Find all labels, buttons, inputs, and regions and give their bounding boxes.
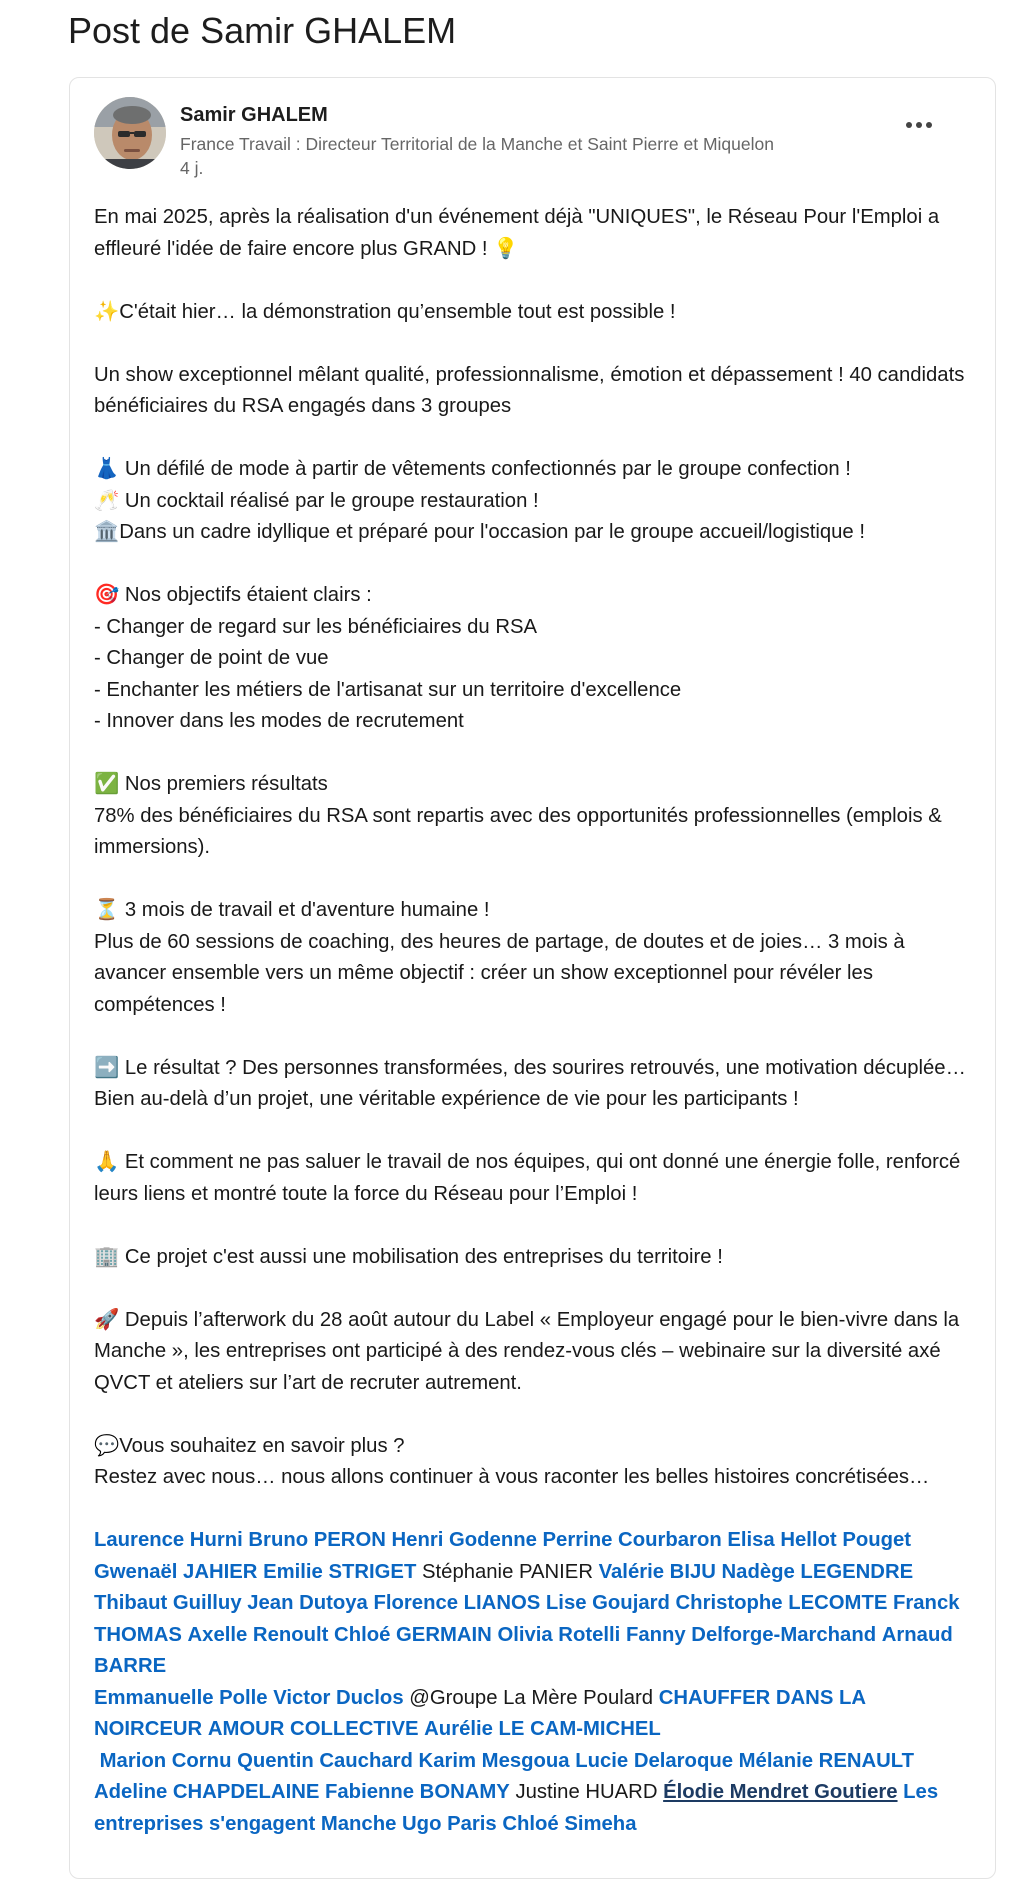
mention-link[interactable]: Quentin Cauchard <box>237 1749 413 1772</box>
mention-link[interactable]: Victor Duclos <box>273 1686 404 1709</box>
mention-link[interactable]: Valérie BIJU <box>598 1560 716 1583</box>
mention-link[interactable]: Elisa Hellot Pouget <box>727 1529 912 1551</box>
mention-link[interactable]: Chloé GERMAIN <box>334 1623 492 1646</box>
mentions-block <box>94 1525 974 1840</box>
avatar[interactable] <box>94 97 166 169</box>
mention-link[interactable]: Fabienne BONAMY <box>325 1781 510 1803</box>
post-paragraph: ✅ Nos premiers résultats 78% des bénéficiaires du RSA sont repartis avec des opportunités professionnelles (emplois & immersions). <box>94 773 942 858</box>
mention-link[interactable]: CHAUFFER DANS LA NOIRCEUR <box>94 1686 866 1740</box>
post-paragraph: ✨C'était hier… la démonstration qu’ensemble tout est possible ! <box>94 300 676 323</box>
mention-link[interactable]: Aurélie LE CAM-MICHEL <box>424 1718 661 1740</box>
mention-link[interactable]: Bruno PERON <box>248 1529 386 1551</box>
mention-link[interactable]: Adeline CHAPDELAINE <box>94 1781 320 1803</box>
mention-link[interactable]: Thibaut Guilluy <box>94 1592 242 1614</box>
post-paragraph: ⏳ 3 mois de travail et d'aventure humaine ! Plus de 60 sessions de coaching, des heures de partage, de doutes et de joies… 3 mois à avancer ensemble vers un même objectif : créer un show exceptionnel pour révéler les compétences ! <box>94 899 905 1016</box>
mention-link[interactable]: Emilie STRIGET <box>263 1560 417 1583</box>
mention-link[interactable]: Karim Mesgoua <box>418 1749 570 1772</box>
post-paragraph: 🙏 Et comment ne pas saluer le travail de nos équipes, qui ont donné une énergie folle, renforcé leurs liens et montré toute la force du Réseau pour l’Emploi ! <box>94 1151 961 1205</box>
mention-plain: @Groupe La Mère Poulard <box>409 1686 654 1709</box>
mention-link[interactable]: Jean Dutoya <box>247 1592 368 1614</box>
post-body <box>94 202 974 1840</box>
mention-plain: Justine HUARD <box>515 1781 658 1803</box>
post-paragraph: Un show exceptionnel mêlant qualité, professionnalisme, émotion et dépassement ! 40 candidats bénéficiaires du RSA engagés dans 3 groupes <box>94 363 965 417</box>
post-paragraph: 🎯 Nos objectifs étaient clairs : - Changer de regard sur les bénéficiaires du RSA - Changer de point de vue - Enchanter les métiers de l'artisanat sur un territoire d'excellence - Innover dans les modes de recrutement <box>94 584 682 732</box>
avatar-photo-icon <box>94 97 166 169</box>
mention-link[interactable]: Franck THOMAS <box>94 1592 960 1646</box>
mention-link[interactable]: Emmanuelle Polle <box>94 1686 268 1709</box>
post-timestamp: 4 j. <box>180 158 204 178</box>
mention-link[interactable]: Mélanie RENAULT <box>738 1749 915 1772</box>
mention-link[interactable]: Nadège LEGENDRE <box>721 1560 914 1583</box>
page-title: Post de Samir GHALEM <box>68 10 457 51</box>
post-card <box>69 77 996 1879</box>
mention-plain: Stéphanie PANIER <box>422 1560 593 1583</box>
mention-link[interactable]: Lise Goujard <box>545 1592 670 1614</box>
mention-link[interactable]: Florence LIANOS <box>373 1592 541 1614</box>
mention-link[interactable]: Chloé Simeha <box>502 1812 637 1835</box>
mention-link[interactable]: Lucie Delaroque <box>575 1749 734 1772</box>
post-paragraph: En mai 2025, après la réalisation d'un événement déjà "UNIQUES", le Réseau Pour l'Emploi a effleuré l'idée de faire encore plus GRAND ! 💡 <box>94 206 940 260</box>
author-headline: France Travail : Directeur Territorial de la Manche et Saint Pierre et Miquelon <box>180 134 774 154</box>
post-paragraph: 🏢 Ce projet c'est aussi une mobilisation des entreprises du territoire ! <box>94 1245 723 1268</box>
mention-link[interactable]: Ugo Paris <box>402 1812 497 1835</box>
more-options-button[interactable] <box>899 114 939 136</box>
post-paragraph: ➡️ Le résultat ? Des personnes transformées, des sourires retrouvés, une motivation décuplée… Bien au-delà d’un projet, une véritable expérience de vie pour les participants ! <box>94 1056 966 1110</box>
mention-link[interactable]: Arnaud BARRE <box>94 1623 953 1677</box>
post-paragraph: 💬Vous souhaitez en savoir plus ? Restez avec nous… nous allons continuer à vous raconter les belles histoires concrétisées… <box>94 1434 930 1488</box>
mentions-line-2 <box>94 1683 974 1746</box>
mention-link[interactable]: Les entreprises s'engagent Manche <box>94 1781 939 1835</box>
mention-link[interactable]: Perrine Courbaron <box>542 1529 722 1551</box>
mention-link[interactable]: Gwenaël JAHIER <box>94 1560 258 1583</box>
post-paragraph: 👗 Un défilé de mode à partir de vêtements confectionnés par le groupe confection ! 🥂 Un cocktail réalisé par le groupe restauration ! 🏛️Dans un cadre idyllique et préparé pour l'occasion par le groupe accueil/logistique ! <box>94 458 865 543</box>
ellipsis-icon <box>906 122 932 128</box>
mention-link-underlined[interactable]: Élodie Mendret Goutiere <box>663 1781 898 1803</box>
mention-link[interactable]: Christophe LECOMTE <box>675 1592 888 1614</box>
author-name[interactable]: Samir GHALEM <box>180 104 328 126</box>
mention-link[interactable]: Axelle Renoult <box>187 1623 329 1646</box>
post-paragraph: 🚀 Depuis l’afterwork du 28 août autour du Label « Employeur engagé pour le bien-vivre dans la Manche », les entreprises ont participé à des rendez-vous clés – webinaire sur la diversité axé QVCT et ateliers sur l’art de recruter autrement. <box>94 1308 960 1394</box>
mentions-line-3 <box>94 1746 974 1841</box>
mention-link[interactable]: Laurence Hurni <box>94 1529 243 1551</box>
mention-link[interactable]: Marion Cornu <box>99 1749 232 1772</box>
mention-link[interactable]: Olivia Rotelli <box>497 1623 621 1646</box>
mention-link[interactable]: Henri Godenne <box>391 1529 537 1551</box>
mention-link[interactable]: Fanny Delforge-Marchand <box>625 1623 877 1646</box>
mention-link[interactable]: AMOUR COLLECTIVE <box>207 1718 419 1740</box>
mentions-line-1 <box>94 1525 974 1683</box>
